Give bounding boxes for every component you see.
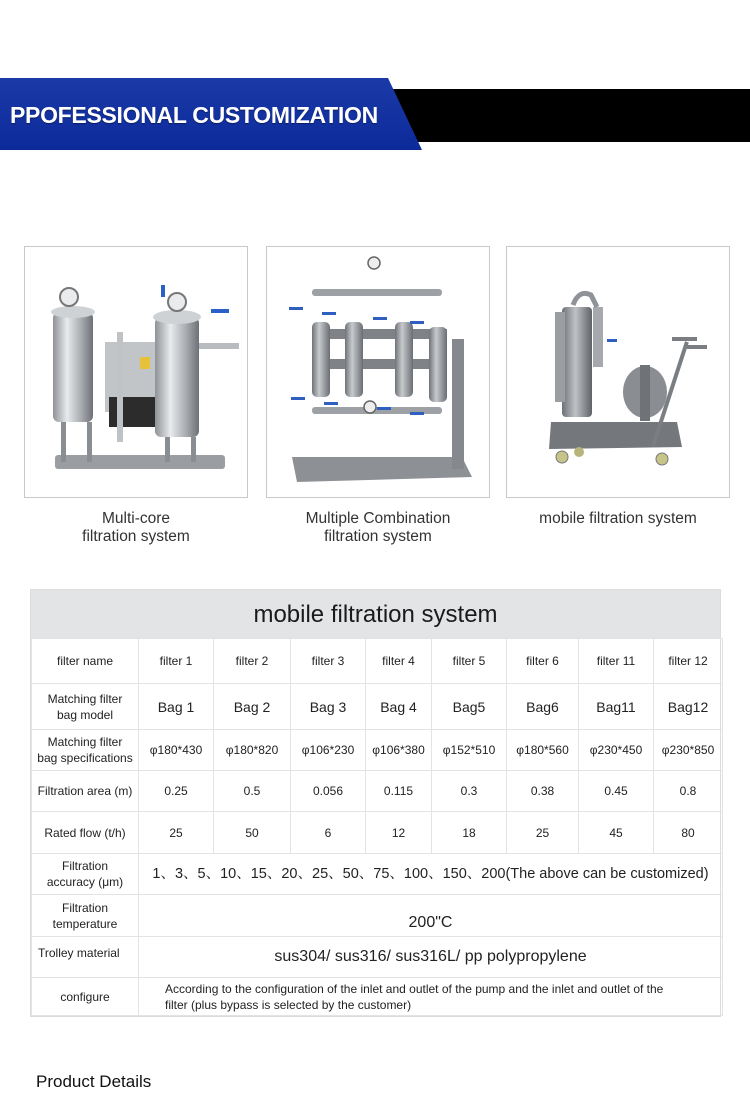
multi-core-filter-illustration xyxy=(25,247,248,498)
table-row-filter-name xyxy=(32,639,723,684)
table-row-trolley-material xyxy=(32,937,723,978)
table-cell: 6 xyxy=(291,812,366,854)
row-label: configure xyxy=(32,978,139,1016)
table-cell: 12 xyxy=(366,812,432,854)
table-cell: φ180*560 xyxy=(507,730,579,771)
table-cell: Bag 3 xyxy=(291,684,366,730)
table-cell-configure: According to the configuration of the inlet and outlet of the pump and the inlet and outlet of the filter (plus bypass is selected by the customer) xyxy=(139,978,723,1016)
product-card-mobile[interactable] xyxy=(506,246,730,528)
table-cell: filter 3 xyxy=(291,639,366,684)
table-cell-accuracy: 1、3、5、10、15、20、25、50、75、100、150、200(The above can be customized) xyxy=(139,854,723,895)
row-label: filter name xyxy=(32,639,139,684)
table-cell: 0.45 xyxy=(579,771,654,812)
table-cell: φ106*380 xyxy=(366,730,432,771)
table-cell: 0.5 xyxy=(214,771,291,812)
table-cell: filter 11 xyxy=(579,639,654,684)
table-cell: φ180*430 xyxy=(139,730,214,771)
table-cell: φ106*230 xyxy=(291,730,366,771)
row-label: Filtration area (m) xyxy=(32,771,139,812)
table-cell: Bag12 xyxy=(654,684,723,730)
banner-black-stripe xyxy=(380,89,750,142)
table-cell: 80 xyxy=(654,812,723,854)
table-cell: Bag 4 xyxy=(366,684,432,730)
table-row-bag-specifications xyxy=(32,730,723,771)
table-row-filtration-area xyxy=(32,771,723,812)
table-cell: 0.25 xyxy=(139,771,214,812)
table-cell: 0.056 xyxy=(291,771,366,812)
table-cell: filter 6 xyxy=(507,639,579,684)
product-caption-multi-core: Multi-core filtration system xyxy=(82,510,190,545)
table-cell: 0.115 xyxy=(366,771,432,812)
table-row-filtration-accuracy xyxy=(32,854,723,895)
table-cell-temperature: 200"C xyxy=(139,895,723,937)
row-label: Rated flow (t/h) xyxy=(32,812,139,854)
row-label: Matching filter bag model xyxy=(32,684,139,730)
spec-table xyxy=(30,589,721,1017)
table-row-filtration-temperature xyxy=(32,895,723,937)
row-label: Matching filter bag specifications xyxy=(32,730,139,771)
table-cell: 0.3 xyxy=(432,771,507,812)
table-cell: 50 xyxy=(214,812,291,854)
banner-title: PPOFESSIONAL CUSTOMIZATION xyxy=(10,102,378,128)
table-cell: φ230*450 xyxy=(579,730,654,771)
product-card-multiple-combination[interactable] xyxy=(266,246,490,546)
table-row-configure xyxy=(32,978,723,1016)
multi-core-filter-image[interactable] xyxy=(24,246,248,498)
table-cell: 25 xyxy=(139,812,214,854)
product-card-multi-core[interactable] xyxy=(24,246,248,546)
table-cell: filter 4 xyxy=(366,639,432,684)
table-cell: filter 12 xyxy=(654,639,723,684)
table-cell: φ230*850 xyxy=(654,730,723,771)
table-cell: φ180*820 xyxy=(214,730,291,771)
table-cell: 18 xyxy=(432,812,507,854)
row-label: Filtration accuracy (μm) xyxy=(32,854,139,895)
product-caption-mobile: mobile filtration system xyxy=(539,510,697,527)
table-cell: Bag 2 xyxy=(214,684,291,730)
table-cell: filter 5 xyxy=(432,639,507,684)
product-caption-multiple-combination: Multiple Combination filtration system xyxy=(305,510,451,545)
row-label: Trolley material xyxy=(32,937,139,978)
table-cell-trolley-material: sus304/ sus316/ sus316L/ pp polypropylene xyxy=(139,937,723,978)
table-row-rated-flow xyxy=(32,812,723,854)
table-cell: 45 xyxy=(579,812,654,854)
table-cell: Bag5 xyxy=(432,684,507,730)
multiple-combination-filter-illustration xyxy=(267,247,490,498)
table-cell: Bag6 xyxy=(507,684,579,730)
table-cell: 0.8 xyxy=(654,771,723,812)
table-cell: 25 xyxy=(507,812,579,854)
section-banner xyxy=(0,78,750,154)
spec-table-title: mobile filtration system xyxy=(31,590,720,638)
mobile-filter-trolley-illustration xyxy=(507,247,730,498)
table-cell: φ152*510 xyxy=(432,730,507,771)
product-details-heading: Product Details xyxy=(36,1072,152,1091)
table-cell: filter 1 xyxy=(139,639,214,684)
table-cell: filter 2 xyxy=(214,639,291,684)
table-cell: 0.38 xyxy=(507,771,579,812)
table-cell: Bag 1 xyxy=(139,684,214,730)
multiple-combination-filter-image[interactable] xyxy=(266,246,490,498)
spec-table-grid xyxy=(31,638,723,1016)
table-cell: Bag11 xyxy=(579,684,654,730)
row-label: Filtration temperature xyxy=(32,895,139,937)
mobile-filter-trolley-image[interactable] xyxy=(506,246,730,498)
table-row-bag-model xyxy=(32,684,723,730)
